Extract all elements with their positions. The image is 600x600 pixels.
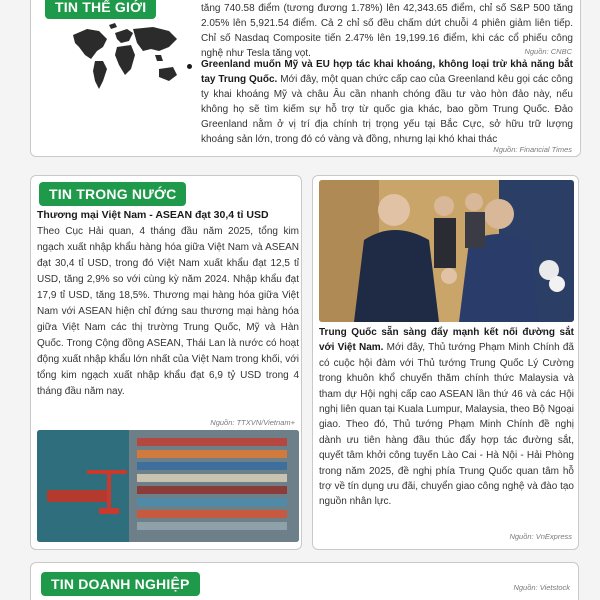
world-news-panel [30,0,581,157]
business-news-panel [30,562,579,600]
domestic-story1-text: Theo Cục Hải quan, 4 tháng đầu năm 2025, tổng kim ngạch xuất nhập khẩu hàng hóa giữa Việt Nam và ASEAN đạt 30,4 tỉ USD, trong đó Việt Nam xuất khẩu đạt 12,5 tỉ USD, tăng 2,9% so với cùng kỳ năm 2024. Nhập khẩu đạt 17,9 tỉ USD, tăng 18,5%. Thương mại hàng hóa giữa Việt Nam với ASEAN hiện chỉ đứng sau thương mại hàng hóa giữa Việt Nam các thị trường Trung Quốc, Mỹ và Hàn Quốc. Trong Cộng đồng ASEAN, Thái Lan là nước có hoạt động xuất nhập khẩu lớn nhất của Việt Nam trong khối, với tổng kim ngạch xuất nhập khẩu đạt 6,9 tỷ USD trong 4 tháng đầu năm nay. [37,226,299,397]
world-story1-text: tăng 740.58 điểm (tương đương 1.78%) lên 42,343.65 điểm, chỉ số S&P 500 tăng 2.05% lên 5,921.54 điểm. Cả 2 chỉ số đều chấm dứt chuỗi 4 phiên giảm liên tiếp. Chỉ số Nasdaq Composite tiến 2.47% lên 19,199.16 điểm, khi các cổ phiếu công nghệ như Tesla tăng vọt. [201,3,573,59]
business-news-tag: TIN DOANH NGHIỆP [41,572,200,596]
port-containers-photo [37,430,299,542]
world-story2-text: Mới đây, một quan chức cấp cao của Greenland kêu gọi các công ty khai khoáng Mỹ và châu Âu cần nhanh chóng đầu tư vào hòn đảo này, nếu không họ sẽ tìm kiếm sự hỗ trợ từ quốc gia khác, bao gồm Trung Quốc. Đảo Greenland nằm ở vị trí địa chính trị trọng yếu tại Bắc Cực, sở hữu trữ lượng khoáng sản lớn, trong đó có vàng và đồng, nhưng lại khó khai thác [201,74,573,145]
domestic-story2-paragraph [319,325,574,510]
domestic-story1-title: Thương mại Việt Nam - ASEAN đạt 30,4 tỉ USD [37,209,269,221]
domestic-news-right-panel [312,175,579,550]
leaders-handshake-photo [319,180,574,322]
business-source: Nguồn: Vietstock [513,583,570,592]
domestic-news-tag: TIN TRONG NƯỚC [39,182,186,206]
bullet-dot [187,64,192,69]
domestic-story2-title: Trung Quốc sẵn sàng đẩy mạnh kết nối đường sắt với Việt Nam. [319,327,574,354]
world-news-tag: TIN THẾ GIỚI [45,0,156,19]
world-map-image [69,21,183,93]
world-story2-title: Greenland muốn Mỹ và EU hợp tác khai khoáng, không loại trừ khả năng bắt tay Trung Quốc. [201,59,573,85]
world-story2-paragraph [201,57,573,147]
domestic-story2-source: Nguồn: VnExpress [509,532,572,541]
domestic-news-left-panel [30,175,302,550]
world-story1-source: Nguồn: CNBC [524,47,572,56]
domestic-story2-text: Mới đây, Thủ tướng Phạm Minh Chính đã có cuộc hội đàm với Thủ tướng Trung Quốc Lý Cường trong khuôn khổ chuyến thăm chính thức Malaysia và tham dự Hội nghị cấp cao ASEAN lần thứ 46 và các Hội nghị liên quan tại Kuala Lumpur, Malaysia, theo Bộ Ngoại giao. Theo đó, Thủ tướng Phạm Minh Chính đề nghị dành ưu tiên hàng đầu thúc đẩy hợp tác đường sắt, quyết tâm khởi công tuyến Lào Cai - Hà Nội - Hải Phòng trong năm 2025, đề nghị phía Trung Quốc quan tâm hỗ trợ về tín dụng ưu đãi, chuyển giao công nghệ và đào tạo nguồn nhân lực. [319,342,574,508]
world-story2-source: Nguồn: Financial Times [493,145,572,154]
domestic-story1-source: Nguồn: TTXVN/Vietnam+ [210,418,295,427]
